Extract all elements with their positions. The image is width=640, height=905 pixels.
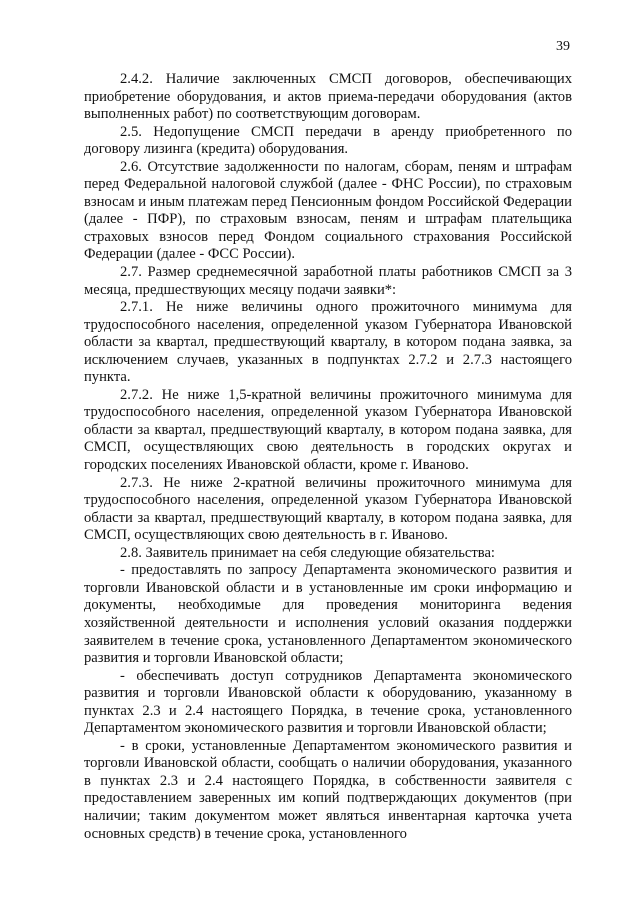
paragraph-2-4-2: 2.4.2. Наличие заключенных СМСП договоров, обеспечивающих приобретение оборудования, и актов приема-передачи оборудования (актов выполненных работ) по соответствующим договорам. xyxy=(84,71,572,123)
paragraph-2-5: 2.5. Недопущение СМСП передачи в аренду приобретенного по договору лизинга (кредита) оборудования. xyxy=(84,123,572,158)
obligation-item-2: - обеспечивать доступ сотрудников Департамента экономического развития и торговли Ивановской области к оборудованию, указанному в пунктах 2.3 и 2.4 настоящего Порядка, в течение срока, установленного Департаментом экономического развития и торговли Ивановской области; xyxy=(84,667,572,737)
paragraph-2-7-1: 2.7.1. Не ниже величины одного прожиточного минимума для трудоспособного населения, определенной указом Губернатора Ивановской области за квартал, предшествующий кварталу, в котором подана заявка, за исключением случаев, указанных в подпунктах 2.7.2 и 2.7.3 настоящего пункта. xyxy=(84,299,572,386)
obligation-item-3: - в сроки, установленные Департаментом экономического развития и торговли Ивановской области, сообщать о наличии оборудования, указанного в пунктах 2.3 и 2.4 настоящего Порядка, в собственности заявителя с предоставлением заверенных им копий подтверждающих документов (при наличии; таким документом может являться инвентарная карточка учета основных средств) в течение срока, установленного xyxy=(84,737,572,842)
obligation-item-1: - предоставлять по запросу Департамента экономического развития и торговли Ивановской области и в установленные им сроки информацию и документы, необходимые для проведения мониторинга ведения хозяйственной деятельности и исполнения условий оказания поддержки заявителем в течение срока, установленного Департаментом экономического развития и торговли Ивановской области; xyxy=(84,562,572,667)
page-number: 39 xyxy=(556,39,570,54)
paragraph-2-8: 2.8. Заявитель принимает на себя следующие обязательства: xyxy=(120,544,495,561)
paragraph-2-7-2: 2.7.2. Не ниже 1,5-кратной величины прожиточного минимума для трудоспособного населения, определенной указом Губернатора Ивановской области за квартал, предшествующий кварталу, в котором подана заявка, для СМСП, осуществляющих свою деятельность в городских округах и городских поселениях Ивановской области, кроме г. Иваново. xyxy=(84,386,572,474)
paragraph-2-6: 2.6. Отсутствие задолженности по налогам, сборам, пеням и штрафам перед Федеральной налоговой службой (далее - ФНС России), по страховым взносам и иным платежам перед Пенсионным фондом Российской Федерации (далее - ПФР), по страховым взносам, пеням и штрафам плательщика страховых взносов перед Фондом социального страхования Российской Федерации (далее - ФСС России). xyxy=(84,158,572,263)
document-body xyxy=(84,71,572,843)
paragraph-2-7: 2.7. Размер среднемесячной заработной платы работников СМСП за 3 месяца, предшествующих месяцу подачи заявки*: xyxy=(84,264,572,298)
paragraph-2-7-3: 2.7.3. Не ниже 2-кратной величины прожиточного минимума для трудоспособного населения, определенной указом Губернатора Ивановской области за квартал, предшествующий кварталу, в котором подана заявка, для СМСП, осуществляющих свою деятельность в г. Иваново. xyxy=(84,474,572,544)
